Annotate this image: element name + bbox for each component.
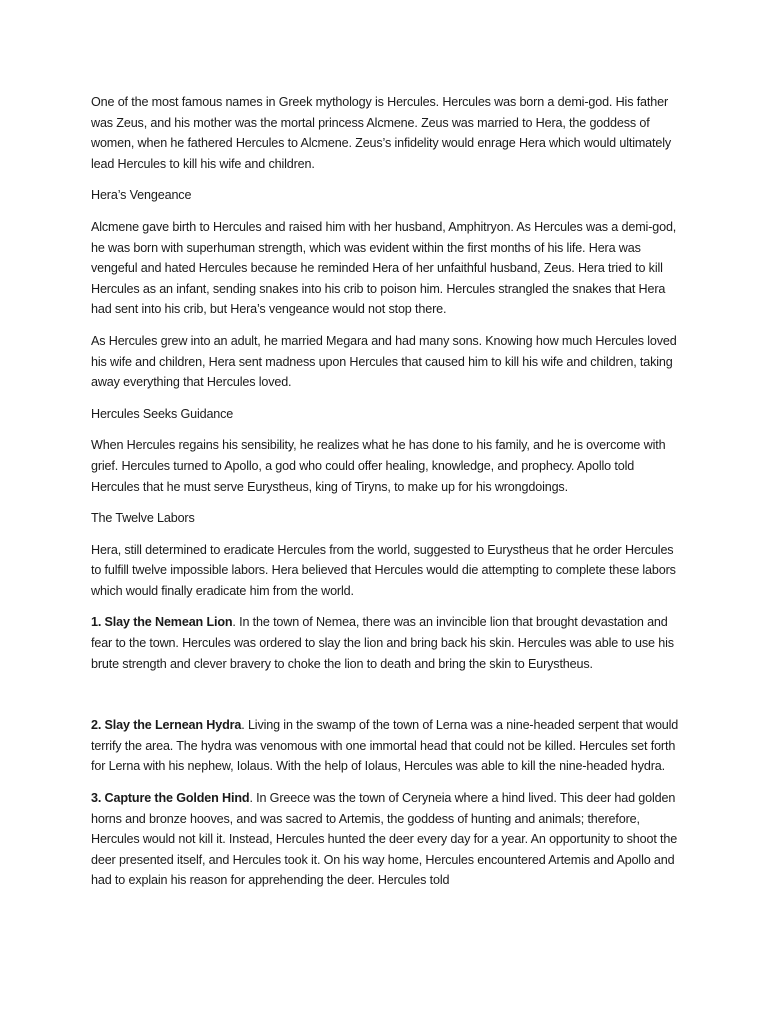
labor-text: . In Greece was the town of Ceryneia where a hind lived. This deer had golden horns and bronze hooves, and was sacred to Artemis, the goddess of hunting and animals; therefore, Hercules would not kill it. Instead, Hercules hunted the deer every day for a year. An opportunity to shoot the deer presented itself, and Hercules took it. On his way home, Hercules encountered Artemis and Apollo and had to explain his reason for apprehending the deer. Hercules told [91, 791, 678, 888]
body-paragraph: When Hercules regains his sensibility, he realizes what he has done to his family, and he is overcome with grief. Hercules turned to Apollo, a god who could offer healing, knowledge, and prophecy. Apollo told Hercules that he must serve Eurystheus, king of Tiryns, to make up for his wrongdoings. [91, 438, 666, 494]
labor-item [91, 715, 680, 777]
intro-paragraph: One of the most famous names in Greek mythology is Hercules. Hercules was born a demi-god. His father was Zeus, and his mother was the mortal princess Alcmene. Zeus was married to Hera, the goddess of women, when he fathered Hercules to Alcmene. Zeus’s infidelity would enrage Hera which would ultimately lead Hercules to kill his wife and children. [91, 95, 672, 171]
labor-text: . In the town of Nemea, there was an invincible lion that brought devastation and fear to the town. Hercules was ordered to slay the lion and bring back his skin. Hercules was able to use his brute strength and clever bravery to choke the lion to death and bring the skin to Eurystheus. [91, 615, 674, 671]
section-heading-twelve-labors: The Twelve Labors [91, 511, 195, 526]
labor-title: 2. Slay the Lernean Hydra [91, 718, 242, 733]
labor-text: . Living in the swamp of the town of Lerna was a nine-headed serpent that would terrify the area. The hydra was venomous with one immortal head that could not be killed. Hercules set forth for Lerna with his nephew, Iolaus. With the help of Iolaus, Hercules was able to kill the nine-headed hydra. [91, 718, 679, 774]
labor-title: 1. Slay the Nemean Lion [91, 615, 233, 630]
body-paragraph: Hera, still determined to eradicate Hercules from the world, suggested to Eurystheus that he order Hercules to fulfill twelve impossible labors. Hera believed that Hercules would die attempting to complete these labors which would finally eradicate him from the world. [91, 542, 676, 598]
labor-item [91, 612, 680, 674]
body-paragraph: Alcmene gave birth to Hercules and raised him with her husband, Amphitryon. As Hercules was a demi-god, he was born with superhuman strength, which was evident within the first months of his life. Hera was vengeful and hated Hercules because he reminded Hera of her unfaithful husband, Zeus. Hera tried to kill Hercules as an infant, sending snakes into his crib to poison him. Hercules strangled the snakes that Hera had sent into his crib, but Hera’s vengeance would not stop there. [91, 219, 677, 317]
labor-title: 3. Capture the Golden Hind [91, 791, 250, 806]
section-heading-hercules-seeks-guidance: Hercules Seeks Guidance [91, 406, 234, 421]
body-paragraph: As Hercules grew into an adult, he married Megara and had many sons. Knowing how much Hercules loved his wife and children, Hera sent madness upon Hercules that caused him to kill his wife and children, taking away everything that Hercules loved. [91, 333, 677, 390]
labor-item [91, 788, 680, 891]
section-heading-heras-vengeance: Hera’s Vengeance [91, 188, 192, 203]
